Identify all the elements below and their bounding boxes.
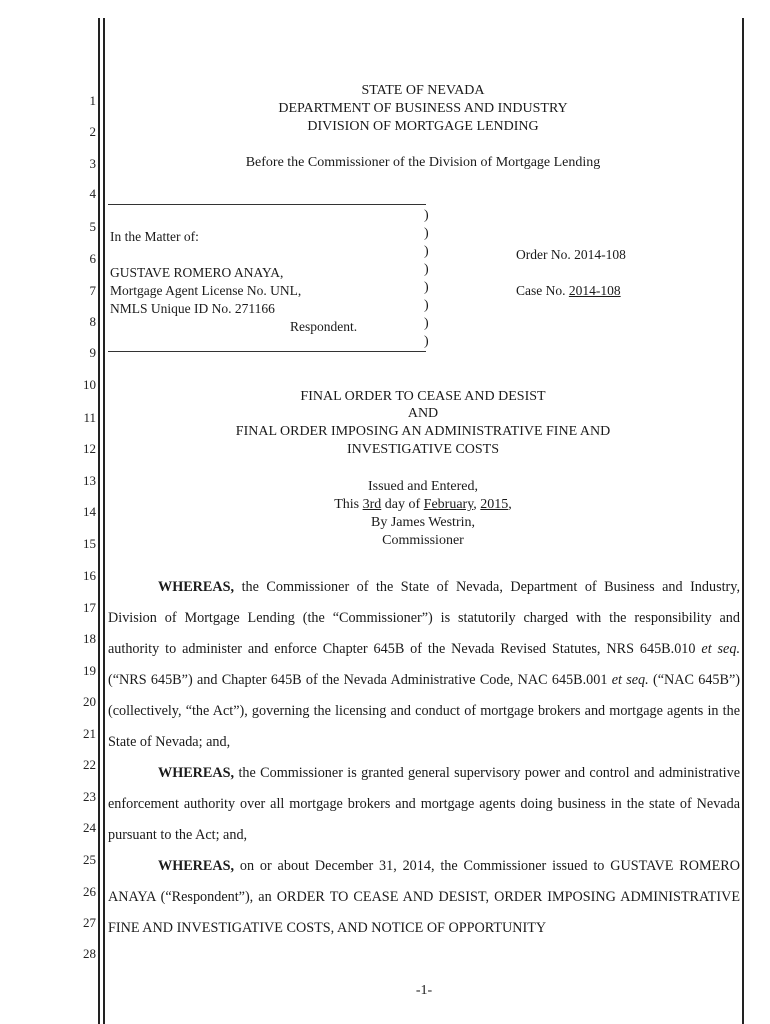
line-number: 19 [83, 663, 96, 678]
line-number: 4 [89, 186, 96, 201]
case-number-label: Case No. [516, 283, 569, 298]
right-margin-rule [742, 18, 744, 1024]
line-number: 6 [89, 251, 96, 266]
title-line-4: INVESTIGATIVE COSTS [346, 442, 500, 457]
line-number: 24 [83, 820, 96, 835]
line-number: 8 [89, 314, 96, 329]
order-body [108, 572, 740, 944]
line-number: 7 [89, 283, 96, 298]
whereas-paragraph-1: WHEREAS, the Commissioner of the State of Nevada, Department of Business and Industry, Division of Mortgage Lending (the “Commissioner”) is statutorily charged with the responsibility and authority to administer and enforce Chapter 645B of the Nevada Revised Statutes, NRS 645B.010 et seq. (“NRS 645B”) and Chapter 645B of the Nevada Administrative Code, NAC 645B.001 et seq. (“NAC 645B”) (collectively, “the Act”), governing the licensing and conduct of mortgage brokers and mortgage agents in the State of Nevada; and, [108, 579, 740, 750]
line-number: 22 [83, 757, 96, 772]
title-line-2: AND [407, 406, 439, 421]
line-number: 28 [83, 946, 96, 961]
nmls-id: NMLS Unique ID No. 271166 [110, 301, 275, 316]
case-number-value: 2014-108 [568, 283, 621, 298]
caption-bottom-rule [108, 351, 426, 352]
title-line-3: FINAL ORDER IMPOSING AN ADMINISTRATIVE FINE AND [235, 424, 611, 439]
issued-day: 3rd [362, 497, 382, 512]
whereas-label: WHEREAS, [158, 765, 235, 781]
line-number: 17 [83, 600, 96, 615]
line-number: 23 [83, 789, 96, 804]
caption-paren: ) [424, 298, 429, 313]
issued-year: 2015 [480, 497, 509, 512]
left-margin-rule-outer [98, 18, 100, 1024]
issued-month: February [423, 497, 474, 512]
line-number: 5 [89, 219, 96, 234]
caption-paren: ) [424, 208, 429, 223]
line-number: 18 [83, 631, 96, 646]
line-number: 12 [83, 441, 96, 456]
order-number: Order No. 2014-108 [516, 247, 626, 262]
line-number: 25 [83, 852, 96, 867]
issued-role: Commissioner [382, 533, 464, 548]
line-number: 13 [83, 473, 96, 488]
line-number: 11 [83, 410, 96, 425]
whereas-paragraph-3: WHEREAS, on or about December 31, 2014, the Commissioner issued to GUSTAVE ROMERO ANAYA (“Respondent”), an ORDER TO CEASE AND DESIST, ORDER IMPOSING ADMINISTRATIVE FINE AND INVESTIGATIVE COSTS, AND NOTICE OF OPPORTUNITY [108, 858, 740, 936]
left-margin-rule-inner [103, 18, 105, 1024]
line-number: 2 [89, 124, 96, 139]
caption-paren: ) [424, 244, 429, 259]
line-number: 16 [83, 568, 96, 583]
line-number: 27 [83, 915, 96, 930]
line-number: 10 [83, 377, 96, 392]
respondent-label: Respondent. [290, 319, 358, 334]
line-number: 9 [89, 345, 96, 360]
respondent-name: GUSTAVE ROMERO ANAYA, [110, 265, 284, 280]
issued-line: Issued and Entered, [367, 479, 479, 494]
line-number: 15 [83, 536, 96, 551]
caption-top-rule [108, 204, 426, 205]
line-number: 3 [89, 156, 96, 171]
whereas-label: WHEREAS, [158, 858, 235, 874]
whereas-label: WHEREAS, [158, 579, 235, 595]
header-state: STATE OF NEVADA [361, 83, 485, 98]
whereas-paragraph-2: WHEREAS, the Commissioner is granted general supervisory power and control and administrative enforcement authority over all mortgage brokers and mortgage agents doing business in the state of Nevada pursuant to the Act; and, [108, 765, 740, 843]
header-before-commissioner: Before the Commissioner of the Division of Mortgage Lending [245, 155, 601, 170]
header-division: DIVISION OF MORTGAGE LENDING [307, 119, 539, 134]
caption-paren: ) [424, 280, 429, 295]
line-number: 20 [83, 694, 96, 709]
matter-label: In the Matter of: [110, 229, 199, 244]
page-number: -1- [415, 983, 433, 998]
case-number [516, 282, 621, 300]
caption-paren: ) [424, 334, 429, 349]
line-number: 26 [83, 884, 96, 899]
line-number: 1 [89, 93, 96, 108]
issued-date-line: This 3rd day of February, 2015, [334, 497, 512, 512]
caption-paren: ) [424, 262, 429, 277]
issued-by: By James Westrin, [371, 515, 475, 530]
caption-paren: ) [424, 316, 429, 331]
caption-paren: ) [424, 226, 429, 241]
license-number: Mortgage Agent License No. UNL, [110, 283, 302, 298]
title-line-1: FINAL ORDER TO CEASE AND DESIST [300, 389, 546, 404]
line-number: 14 [83, 504, 96, 519]
line-number: 21 [83, 726, 96, 741]
header-department: DEPARTMENT OF BUSINESS AND INDUSTRY [278, 101, 568, 116]
